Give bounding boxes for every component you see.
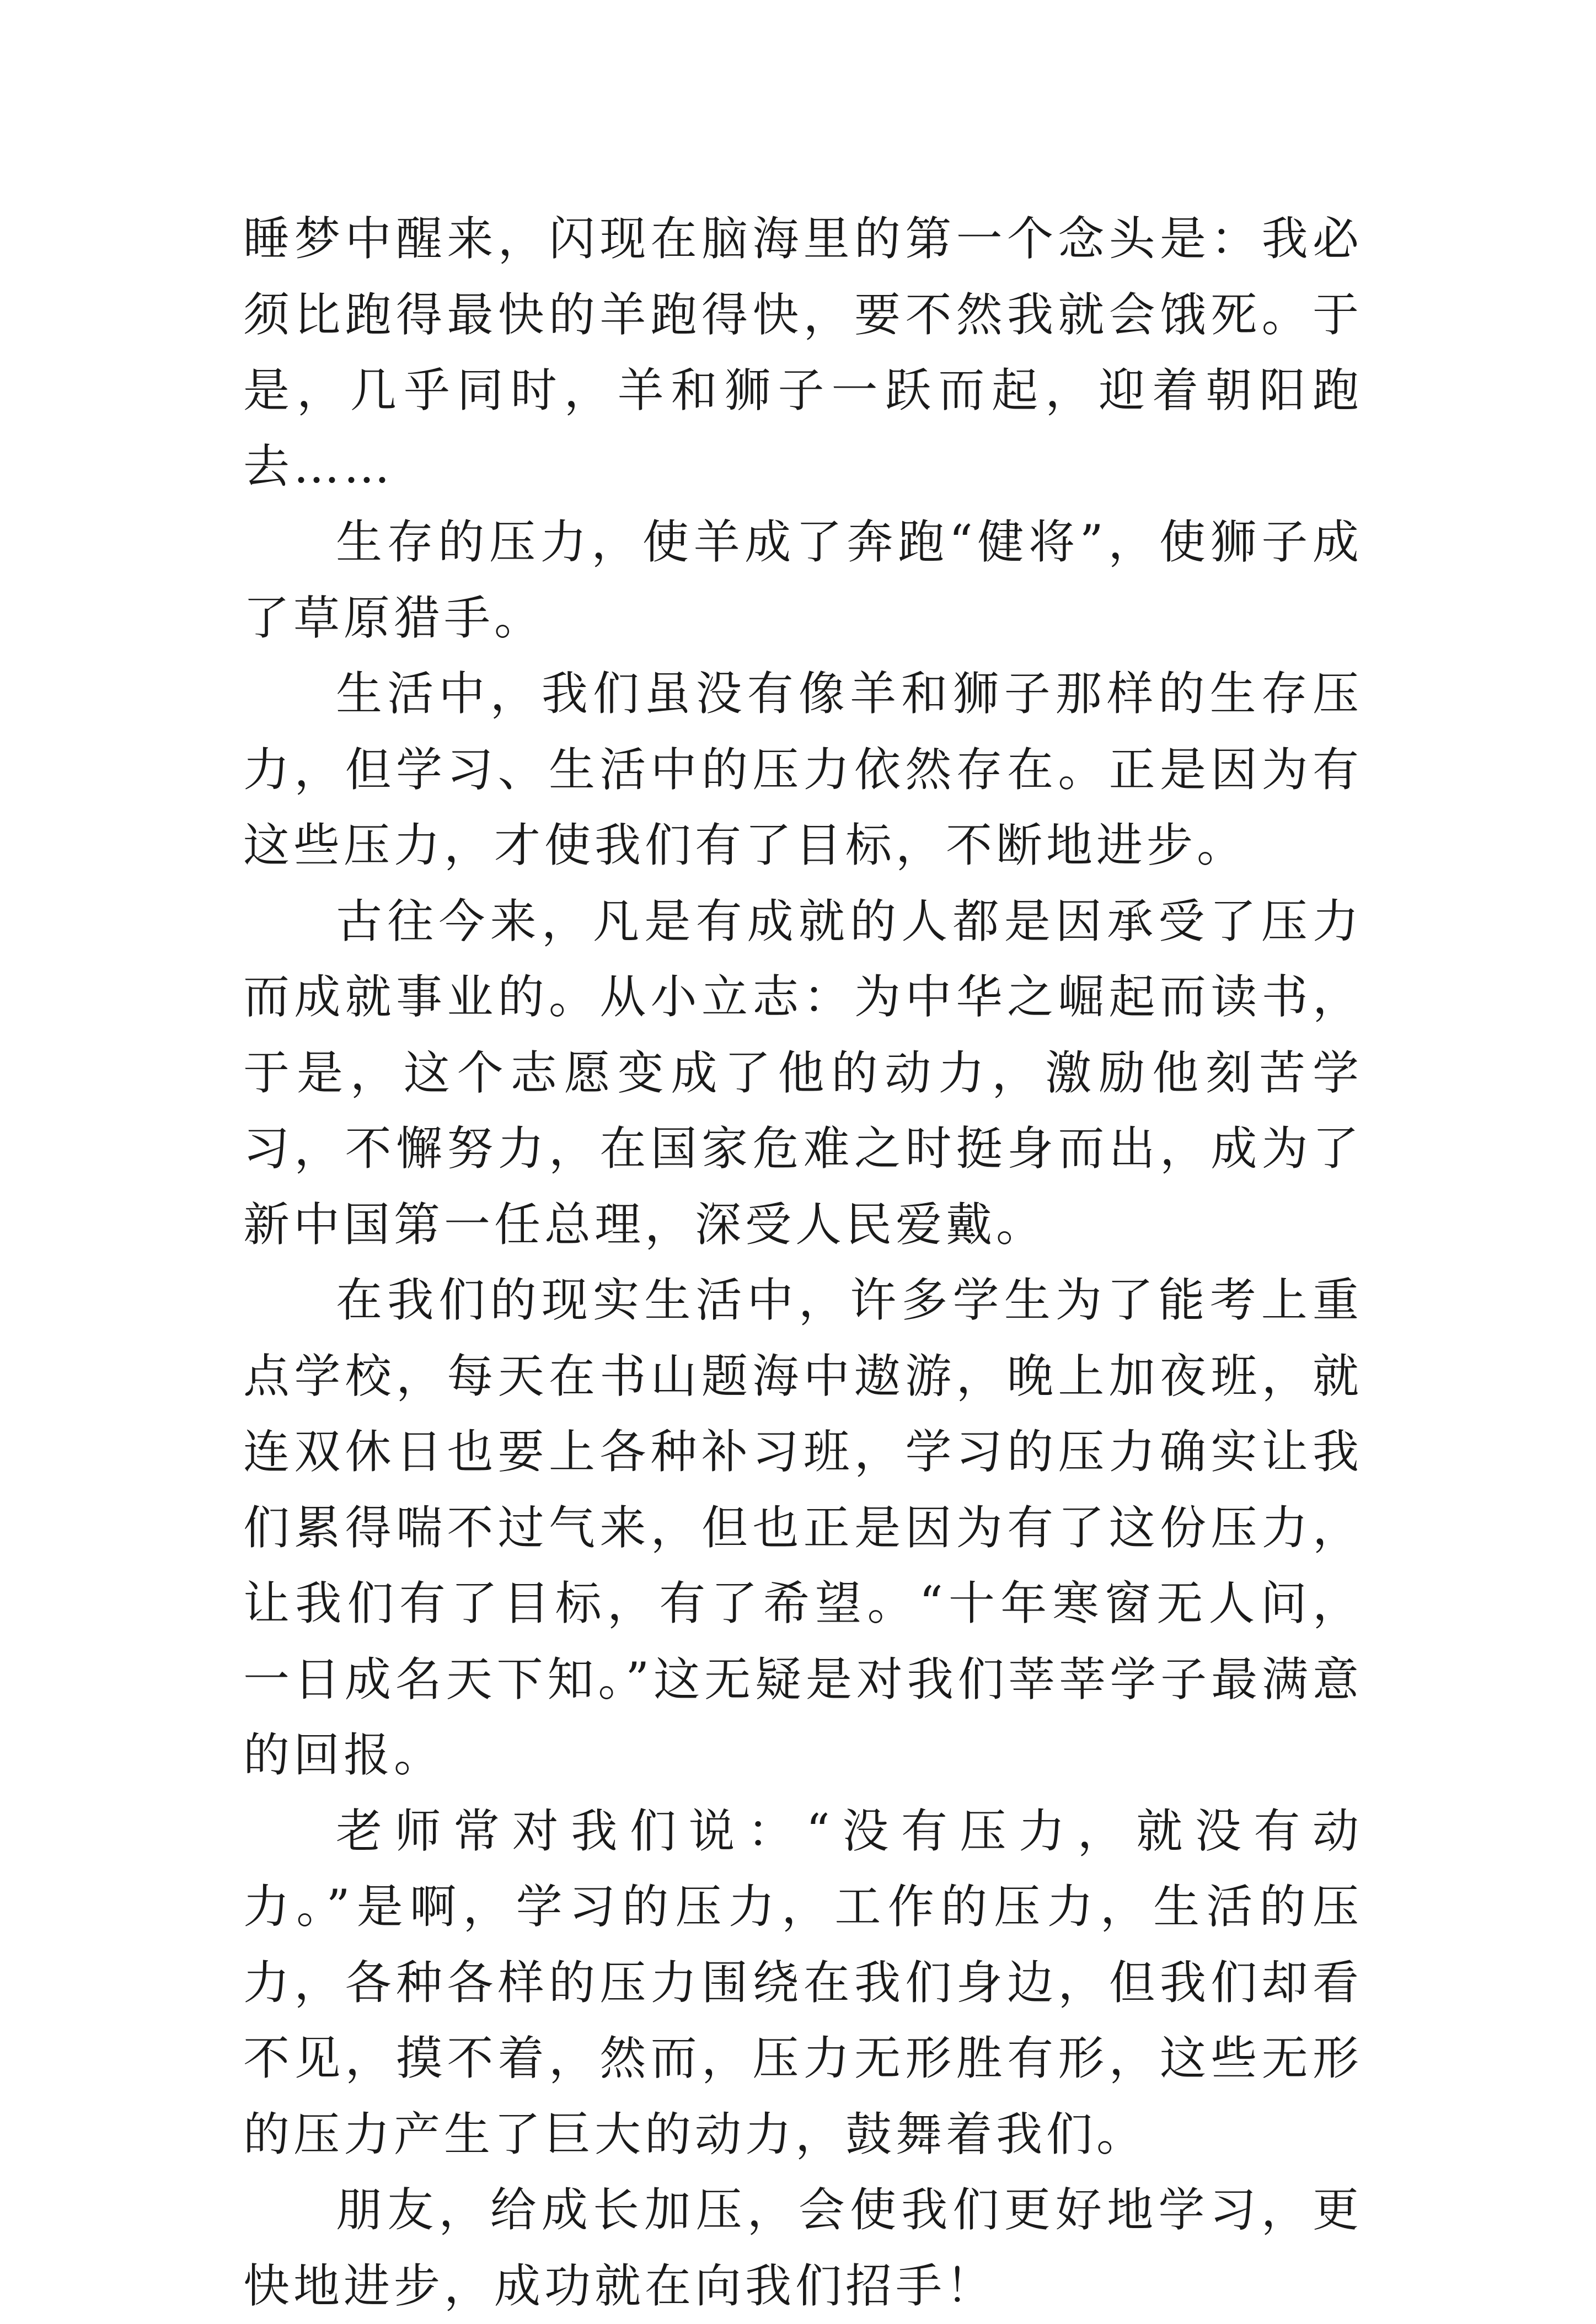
paragraph-3: 生活中，我们虽没有像羊和狮子那样的生存压力，但学习、生活中的压力依然存在。正是因为有这些压力，才使我们有了目标，不断地进步。 [243,667,1363,872]
body-text [243,201,1363,2324]
paragraph-6: 老师常对我们说：“没有压力，就没有动力。”是啊，学习的压力，工作的压力，生活的压力，各种各样的压力围绕在我们身边，但我们却看不见，摸不着，然而，压力无形胜有形，这些无形的压力产生了巨大的动力，鼓舞着我们。 [243,1804,1363,2161]
paragraph-1: 睡梦中醒来，闪现在脑海里的第一个念头是：我必须比跑得最快的羊跑得快，要不然我就会饿死。于是，几乎同时，羊和狮子一跃而起，迎着朝阳跑去…… [243,212,1363,493]
paragraph-7: 朋友，给成长加压，会使我们更好地学习，更快地进步，成功就在向我们招手！ [243,2183,1363,2313]
paragraph-4: 古往今来，凡是有成就的人都是因承受了压力而成就事业的。从小立志：为中华之崛起而读书，于是，这个志愿变成了他的动力，激励他刻苦学习，不懈努力，在国家危难之时挺身而出，成为了新中国第一任总理，深受人民爱戴。 [243,894,1363,1252]
paragraph-5: 在我们的现实生活中，许多学生为了能考上重点学校，每天在书山题海中遨游，晚上加夜班，就连双休日也要上各种补习班，学习的压力确实让我们累得喘不过气来，但也正是因为有了这份压力，让我们有了目标，有了希望。“十年寒窗无人问，一日成名天下知。”这无疑是对我们莘莘学子最满意的回报。 [243,1273,1363,1782]
paragraph-2: 生存的压力，使羊成了奔跑“健将”，使狮子成了草原猎手。 [243,515,1363,645]
